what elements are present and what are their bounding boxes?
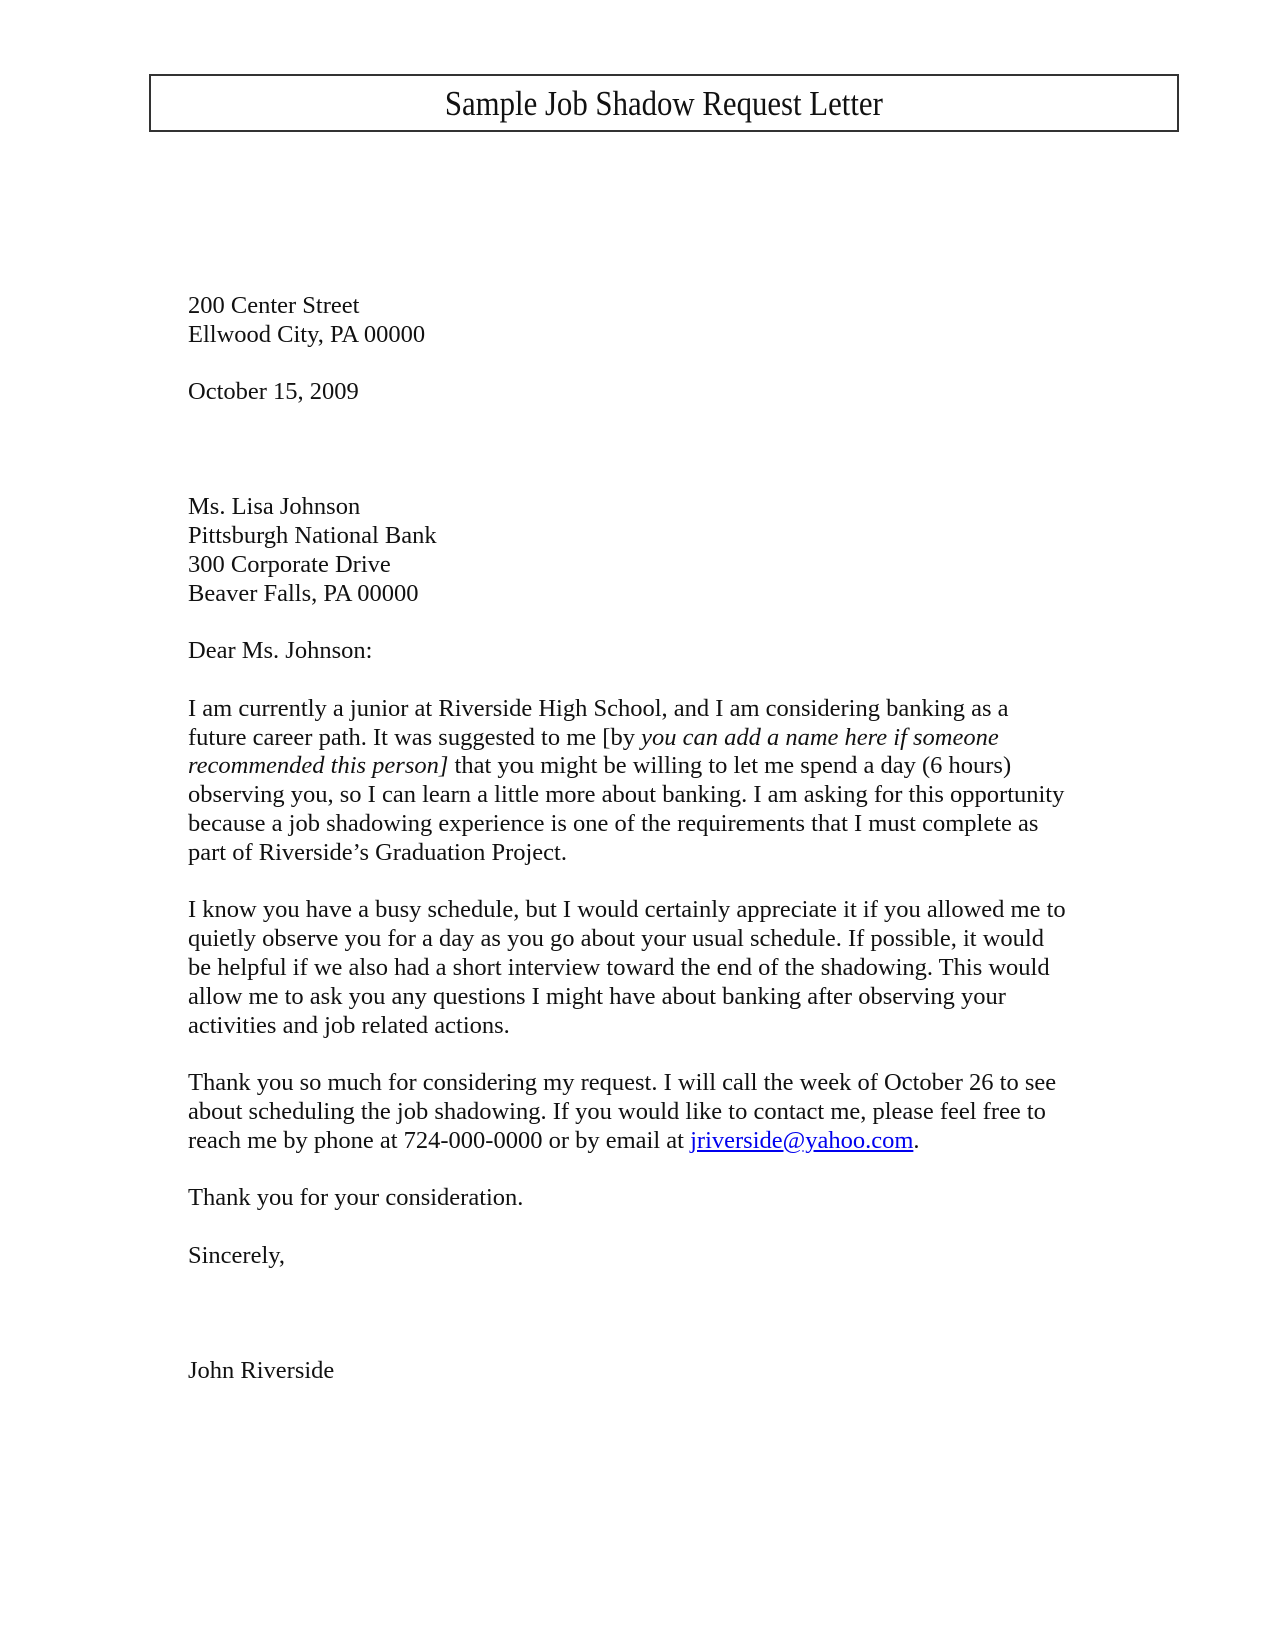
closing: Sincerely, [188, 1241, 286, 1269]
letter-body [188, 292, 1108, 1386]
paragraph-3-line: Thank you so much for considering my request. I will call the week of October 26 to see [188, 1069, 1057, 1097]
signature: John Riverside [188, 1356, 335, 1384]
sender-city: Ellwood City, PA 00000 [188, 320, 426, 348]
document-title: Sample Job Shadow Request Letter [445, 83, 883, 123]
text-normal: reach me by phone at 724-000-0000 or by email at [188, 1126, 691, 1154]
recipient-company: Pittsburgh National Bank [188, 521, 437, 549]
paragraph-3 [188, 1069, 1108, 1155]
paragraph-1-line: because a job shadowing experience is one of the requirements that I must complete as [188, 809, 1039, 837]
text-normal: that you might be willing to let me spend a day (6 hours) [448, 752, 1012, 780]
paragraph-1-line: part of Riverside’s Graduation Project. [188, 838, 567, 866]
text-normal: . [913, 1126, 920, 1154]
sender-address [188, 292, 1108, 350]
title-box [149, 74, 1179, 132]
text-italic-placeholder: you can add a name here if someone [641, 723, 999, 751]
recipient-street: 300 Corporate Drive [188, 550, 391, 578]
email-link[interactable]: jriverside@yahoo.com [690, 1126, 914, 1154]
paragraph-2-line: I know you have a busy schedule, but I would certainly appreciate it if you allowed me to [188, 896, 1066, 924]
recipient-address [188, 493, 1108, 608]
text-italic-placeholder: recommended this person] [188, 752, 449, 780]
recipient-city: Beaver Falls, PA 00000 [188, 579, 419, 607]
paragraph-2-line: activities and job related actions. [188, 1011, 510, 1039]
paragraph-1-line [188, 724, 1108, 753]
paragraph-3-line [188, 1127, 1108, 1156]
paragraph-1-line [188, 752, 1108, 781]
paragraph-1-line: observing you, so I can learn a little more about banking. I am asking for this opportunity [188, 781, 1065, 809]
recipient-name: Ms. Lisa Johnson [188, 493, 361, 521]
sender-street: 200 Center Street [188, 292, 360, 319]
paragraph-2-line: allow me to ask you any questions I might have about banking after observing your [188, 982, 1006, 1010]
paragraph-3-line: about scheduling the job shadowing. If you would like to contact me, please feel free to [188, 1097, 1046, 1125]
closing-thanks: Thank you for your consideration. [188, 1184, 524, 1212]
paragraph-2-line: be helpful if we also had a short interview toward the end of the shadowing. This would [188, 953, 1050, 981]
text-normal: future career path. It was suggested to me [by [188, 723, 642, 751]
paragraph-1-line: I am currently a junior at Riverside High School, and I am considering banking as a [188, 694, 1009, 722]
paragraph-2 [188, 896, 1108, 1040]
paragraph-2-line: quietly observe you for a day as you go about your usual schedule. If possible, it would [188, 925, 1044, 953]
salutation: Dear Ms. Johnson: [188, 637, 373, 665]
paragraph-1 [188, 695, 1108, 868]
letter-date: October 15, 2009 [188, 378, 359, 406]
